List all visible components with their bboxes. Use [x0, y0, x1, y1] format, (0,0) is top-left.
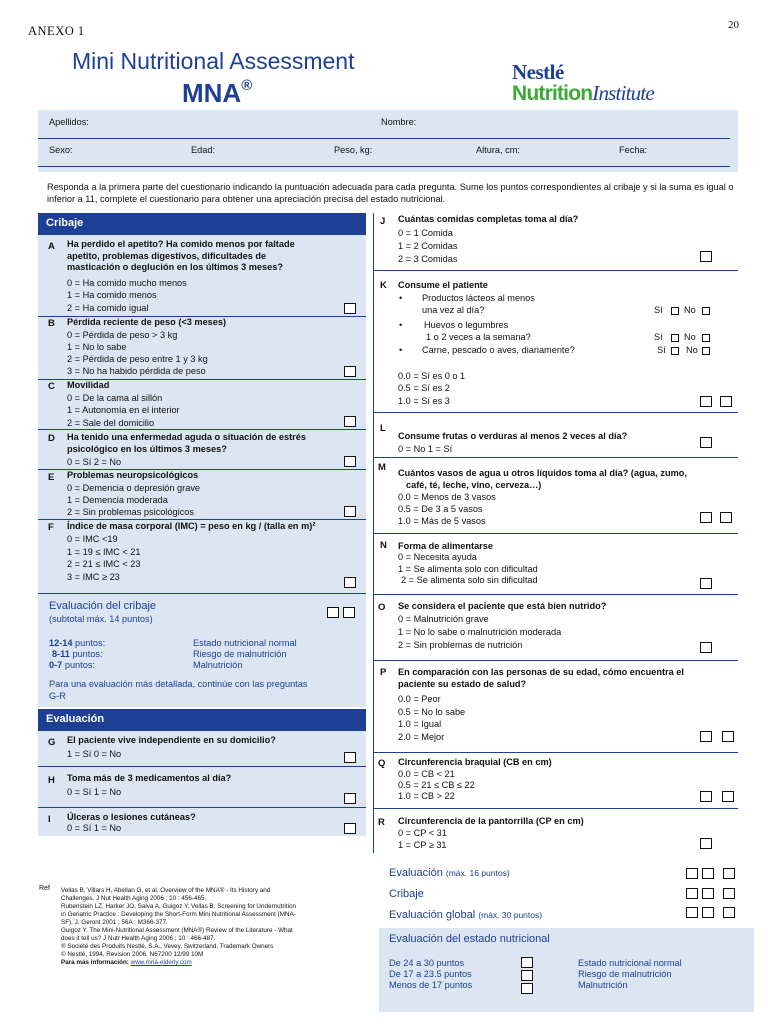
sexo-label: Sexo: — [49, 145, 73, 155]
score-box-n[interactable] — [700, 578, 712, 589]
question-letter: J — [380, 216, 386, 227]
estado-range: Menos de 17 puntos — [389, 980, 473, 990]
question-letter: A — [48, 241, 55, 252]
option: 1 = Demencia moderada — [67, 495, 168, 505]
option: 1 = 19 ≤ IMC < 21 — [67, 547, 141, 557]
si-label: Sí — [654, 305, 663, 315]
question-m: Cuántos vasos de agua u otros líquidos toma al día? (agua, zumo, café, té, leche, vino, cerveza…) — [398, 468, 687, 490]
total-global-box-3[interactable] — [723, 907, 735, 918]
option: 2 = Sale del domicilio — [67, 418, 155, 428]
question-c: Movilidad — [67, 380, 110, 390]
option: 0 = Malnutrición grave — [398, 614, 489, 624]
si-label: Sí — [657, 345, 666, 355]
score-box-o[interactable] — [700, 642, 712, 653]
option: 0 = Pérdida de peso > 3 kg — [67, 330, 178, 340]
option: 1 = Autonomía en el interior — [67, 405, 180, 415]
edad-label: Edad: — [191, 145, 216, 155]
si-checkbox[interactable] — [671, 334, 679, 342]
option: 1.0 = Más de 5 vasos — [398, 516, 486, 526]
option: 2 = Sin problemas de nutrición — [398, 640, 523, 650]
no-label: No — [686, 345, 698, 355]
question-letter: K — [380, 280, 387, 291]
option: 0 = Ha comido mucho menos — [67, 278, 187, 288]
option: 0 = 1 Comida — [398, 228, 453, 238]
question-p: En comparación con las personas de su edad, cómo encuentra el paciente su estado de salud? — [398, 667, 684, 689]
option: 2 = 21 ≤ IMC < 23 — [67, 559, 141, 569]
nutrition-institute-logo: NutritionInstitute — [512, 81, 654, 105]
range-label: 0-7 puntos: — [49, 660, 95, 670]
estado-result: Estado nutricional normal — [578, 958, 682, 968]
total-eval-box-3[interactable] — [723, 868, 735, 879]
question-o: Se considera el paciente que está bien nutrido? — [398, 601, 607, 611]
estado-box-1[interactable] — [521, 957, 533, 968]
annex-label: ANEXO 1 — [28, 24, 85, 38]
estado-box-3[interactable] — [521, 983, 533, 994]
total-eval-box-2[interactable] — [702, 868, 714, 879]
continue-note: G-R — [49, 691, 66, 701]
option: 0 = IMC <19 — [67, 534, 118, 544]
range-label: 12-14 puntos: — [49, 638, 106, 648]
option: 0.0 = Menos de 3 vasos — [398, 492, 496, 502]
total-cribaje-box-2[interactable] — [702, 888, 714, 899]
total-global-box-2[interactable] — [702, 907, 714, 918]
form-title: Mini Nutritional Assessment — [72, 48, 355, 74]
option: 1.0 = Igual — [398, 719, 442, 729]
divider — [38, 519, 366, 520]
score-box-e[interactable] — [344, 506, 356, 517]
option: 1 = Sí 0 = No — [67, 749, 122, 759]
form-subtitle: MNA® — [182, 77, 253, 108]
option: 0 = No 1 = Sí — [398, 444, 453, 454]
score-box-b[interactable] — [344, 366, 356, 377]
option: 0 = Sí 2 = No — [67, 457, 122, 467]
option: 0 = Necesita ayuda — [398, 552, 477, 562]
question-r: Circunferencia de la pantorrilla (CP en cm) — [398, 816, 584, 826]
question-f: Índice de masa corporal (IMC) = peso en kg / (talla en m)² — [67, 521, 316, 531]
option: 2 = Ha comido igual — [67, 303, 149, 313]
score-box-d[interactable] — [344, 456, 356, 467]
si-checkbox[interactable] — [671, 307, 679, 315]
option: 0.5 = De 3 a 5 vasos — [398, 504, 483, 514]
score-box-k-1[interactable] — [700, 396, 712, 407]
question-n: Forma de alimentarse — [398, 541, 493, 551]
score-box-i[interactable] — [344, 823, 356, 834]
question-letter: I — [48, 814, 51, 825]
question-q: Circunferencia braquial (CB en cm) — [398, 757, 552, 767]
range-result: Malnutrición — [193, 660, 243, 670]
mna-link[interactable]: www.mna-elderly.com — [130, 959, 192, 966]
option: 2 = Pérdida de peso entre 1 y 3 kg — [67, 354, 208, 364]
question-h: Toma más de 3 medicamentos al día? — [67, 773, 232, 783]
question-g: El paciente vive independiente en su domicilio? — [67, 735, 276, 745]
option: 3 = IMC ≥ 23 — [67, 572, 120, 582]
score-box-g[interactable] — [344, 752, 356, 763]
k-item: una vez al día? — [422, 305, 485, 315]
estado-box-2[interactable] — [521, 970, 533, 981]
option: 2 = Se alimenta solo sin dificultad — [401, 575, 538, 585]
score-box-l[interactable] — [700, 437, 712, 448]
question-letter: Q — [378, 758, 386, 769]
bullet: • — [399, 293, 403, 303]
question-l: Consume frutas o verduras al menos 2 veces al día? — [398, 431, 628, 441]
cribaje-eval-sub: (subtotal máx. 14 puntos) — [49, 614, 153, 624]
si-label: Sí — [654, 332, 663, 342]
question-letter: D — [48, 433, 55, 444]
no-label: No — [684, 332, 696, 342]
bullet: • — [399, 345, 403, 355]
score-box-p-2[interactable] — [722, 731, 734, 742]
nombre-label: Nombre: — [381, 117, 417, 127]
option: 1 = Ha comido menos — [67, 290, 157, 300]
score-box-j[interactable] — [700, 251, 712, 262]
score-box-a[interactable] — [344, 303, 356, 314]
question-letter: R — [378, 817, 385, 828]
divider — [374, 457, 738, 458]
option: 2 = Sin problemas psicológicos — [67, 507, 194, 517]
cribaje-eval-title: Evaluación del cribaje — [49, 600, 157, 612]
question-letter: C — [48, 381, 55, 392]
option: 1 = No lo sabe — [67, 342, 127, 352]
score-box-m-1[interactable] — [700, 512, 712, 523]
divider — [38, 766, 366, 767]
question-letter: P — [380, 667, 387, 678]
score-box-cribaje-2[interactable] — [343, 607, 355, 618]
question-letter: F — [48, 522, 54, 533]
divider — [38, 166, 730, 167]
score-box-f[interactable] — [344, 577, 356, 588]
evaluacion-header: Evaluación — [38, 709, 366, 731]
question-d: Ha tenido una enfermedad aguda o situación de estrés psicológico en los últimos 3 meses? — [67, 432, 306, 454]
score-box-p-1[interactable] — [700, 731, 712, 742]
question-letter: O — [378, 602, 386, 613]
option: 1 = 2 Comidas — [398, 241, 458, 251]
range-label: 8-11 puntos: — [52, 649, 103, 659]
divider — [38, 593, 366, 594]
question-letter: N — [380, 540, 387, 551]
estado-title: Evaluación del estado nutricional — [389, 933, 550, 945]
k-item: Huevos o legumbres — [424, 320, 509, 330]
range-result: Estado nutricional normal — [193, 638, 297, 648]
total-eval-label: Evaluación (máx. 16 puntos) — [389, 867, 510, 879]
option: 0.5 = No lo sabe — [398, 707, 466, 717]
divider — [38, 807, 366, 808]
score-box-cribaje-1[interactable] — [327, 607, 339, 618]
option: 2 = 3 Comidas — [398, 254, 458, 264]
divider — [38, 429, 366, 430]
estado-result: Riesgo de malnutrición — [578, 969, 672, 979]
no-checkbox[interactable] — [702, 347, 710, 355]
no-checkbox[interactable] — [702, 334, 710, 342]
continue-note: Para una evaluación más detallada, continúe con las preguntas — [49, 679, 308, 689]
question-letter: G — [48, 737, 56, 748]
score-box-c[interactable] — [344, 416, 356, 427]
option: 1 = No lo sabe o malnutrición moderada — [398, 627, 562, 637]
question-letter: M — [378, 462, 386, 473]
altura-label: Altura, cm: — [476, 145, 520, 155]
option: 0.5 = Sí es 2 — [398, 383, 450, 393]
nestle-logo: Nestlé — [512, 60, 564, 84]
score-box-r[interactable] — [700, 838, 712, 849]
no-checkbox[interactable] — [702, 307, 710, 315]
k-item: Productos lácteos al menos — [422, 293, 535, 303]
divider — [374, 533, 738, 534]
option: 0 = CP < 31 — [398, 828, 447, 838]
cribaje-header: Cribaje — [38, 213, 366, 235]
divider — [374, 270, 738, 271]
option: 0.0 = Sí es 0 o 1 — [398, 371, 466, 381]
question-a: Ha perdido el apetito? Ha comido menos por faltade apetito, problemas digestivos, dificultades de masticación o deglución en los últimos 3 meses? — [67, 239, 295, 272]
divider — [38, 138, 730, 139]
total-eval-box-1[interactable] — [686, 868, 698, 879]
divider — [374, 752, 738, 753]
option: 0.5 = 21 ≤ CB ≤ 22 — [398, 780, 475, 790]
instructions: Responda a la primera parte del cuestionario indicando la puntuación adecuada para cada pregunta. Sume los puntos correspondientes al cribaje y si la suma es igual o inferior a 11, complete el cuestionario para obtener una apreciación precisa del estado nutricional. — [47, 182, 734, 204]
divider — [374, 808, 738, 809]
no-label: No — [684, 305, 696, 315]
total-cribaje-box-3[interactable] — [723, 888, 735, 899]
option: 1 = Se alimenta solo con dificultad — [398, 564, 538, 574]
divider — [374, 660, 738, 661]
score-box-m-2[interactable] — [720, 512, 732, 523]
score-box-q-1[interactable] — [700, 791, 712, 802]
apellidos-label: Apellidos: — [49, 117, 89, 127]
option: 3 = No ha habido pérdida de peso — [67, 366, 206, 376]
option: 1.0 = Sí es 3 — [398, 396, 450, 406]
page-number: 20 — [728, 19, 739, 31]
estado-range: De 17 a 23.5 puntos — [389, 969, 472, 979]
score-box-h[interactable] — [344, 793, 356, 804]
option: 0.0 = CB < 21 — [398, 769, 455, 779]
references: Vellas B, Villars H, Abellan G, et al. Overview of the MNA® - Its History and Challenges. J Nut Health Aging 2006 ; 10 : 456-465. Rubenstein LZ, Harker JO, Salva A, Guigoz Y, Vellas B. Screening for Undernutrition in Geriatric Practice : Developing the Short-Form Mini Nutritional Assessment (MNA- SF). J. Geront 2001 ; 56A : M366-377. Guigoz Y. The Mini-Nutritional Assessment (MNA®) Review of the Literature - What does it tell us? J Nutr Health Aging 2006 ; 10 : 466-487. ® Société des Produits Nestlé, S.A., Vevey, Switzerland, Trademark Owners © Nestlé, 1994, Revision 2006. N67200 12/99 10M Para más información: www.mna-elderly.com — [61, 887, 296, 966]
option: 0 = De la cama al sillón — [67, 393, 163, 403]
divider — [374, 412, 738, 413]
question-b: Pérdida reciente de peso (<3 meses) — [67, 317, 227, 327]
score-box-k-2[interactable] — [720, 396, 732, 407]
question-i: Úlceras o lesiones cutáneas? — [67, 812, 196, 822]
si-checkbox[interactable] — [671, 347, 679, 355]
option: 1 = CP ≥ 31 — [398, 840, 447, 850]
fecha-label: Fecha: — [619, 145, 648, 155]
estado-result: Malnutrición — [578, 980, 628, 990]
option: 0.0 = Peor — [398, 694, 441, 704]
bullet: • — [399, 320, 403, 330]
k-item: Carne, pescado o aves, diariamente? — [422, 345, 575, 355]
option: 2.0 = Mejor — [398, 732, 445, 742]
option: 0 = Demencia o depresión grave — [67, 483, 201, 493]
peso-label: Peso, kg: — [334, 145, 373, 155]
option: 0 = Sí 1 = No — [67, 787, 122, 797]
k-item: 1 o 2 veces a la semana? — [426, 332, 531, 342]
question-e: Problemas neuropsicológicos — [67, 470, 199, 480]
total-global-label: Evaluación global (máx. 30 puntos) — [389, 909, 543, 921]
question-letter: E — [48, 472, 55, 483]
divider — [374, 594, 738, 595]
question-k: Consume el patiente — [398, 280, 488, 290]
question-letter: B — [48, 318, 55, 329]
score-box-q-2[interactable] — [722, 791, 734, 802]
option: 1.0 = CB > 22 — [398, 791, 455, 801]
option: 0 = Sí 1 = No — [67, 823, 122, 833]
range-result: Riesgo de malnutrición — [193, 649, 287, 659]
question-letter: H — [48, 775, 55, 786]
total-cribaje-box-1[interactable] — [686, 888, 698, 899]
question-letter: L — [380, 423, 386, 434]
total-global-box-1[interactable] — [686, 907, 698, 918]
refs-label: Ref — [39, 885, 50, 892]
total-cribaje-label: Cribaje — [389, 888, 424, 900]
estado-range: De 24 a 30 puntos — [389, 958, 465, 968]
question-j: Cuántas comidas completas toma al día? — [398, 214, 579, 224]
